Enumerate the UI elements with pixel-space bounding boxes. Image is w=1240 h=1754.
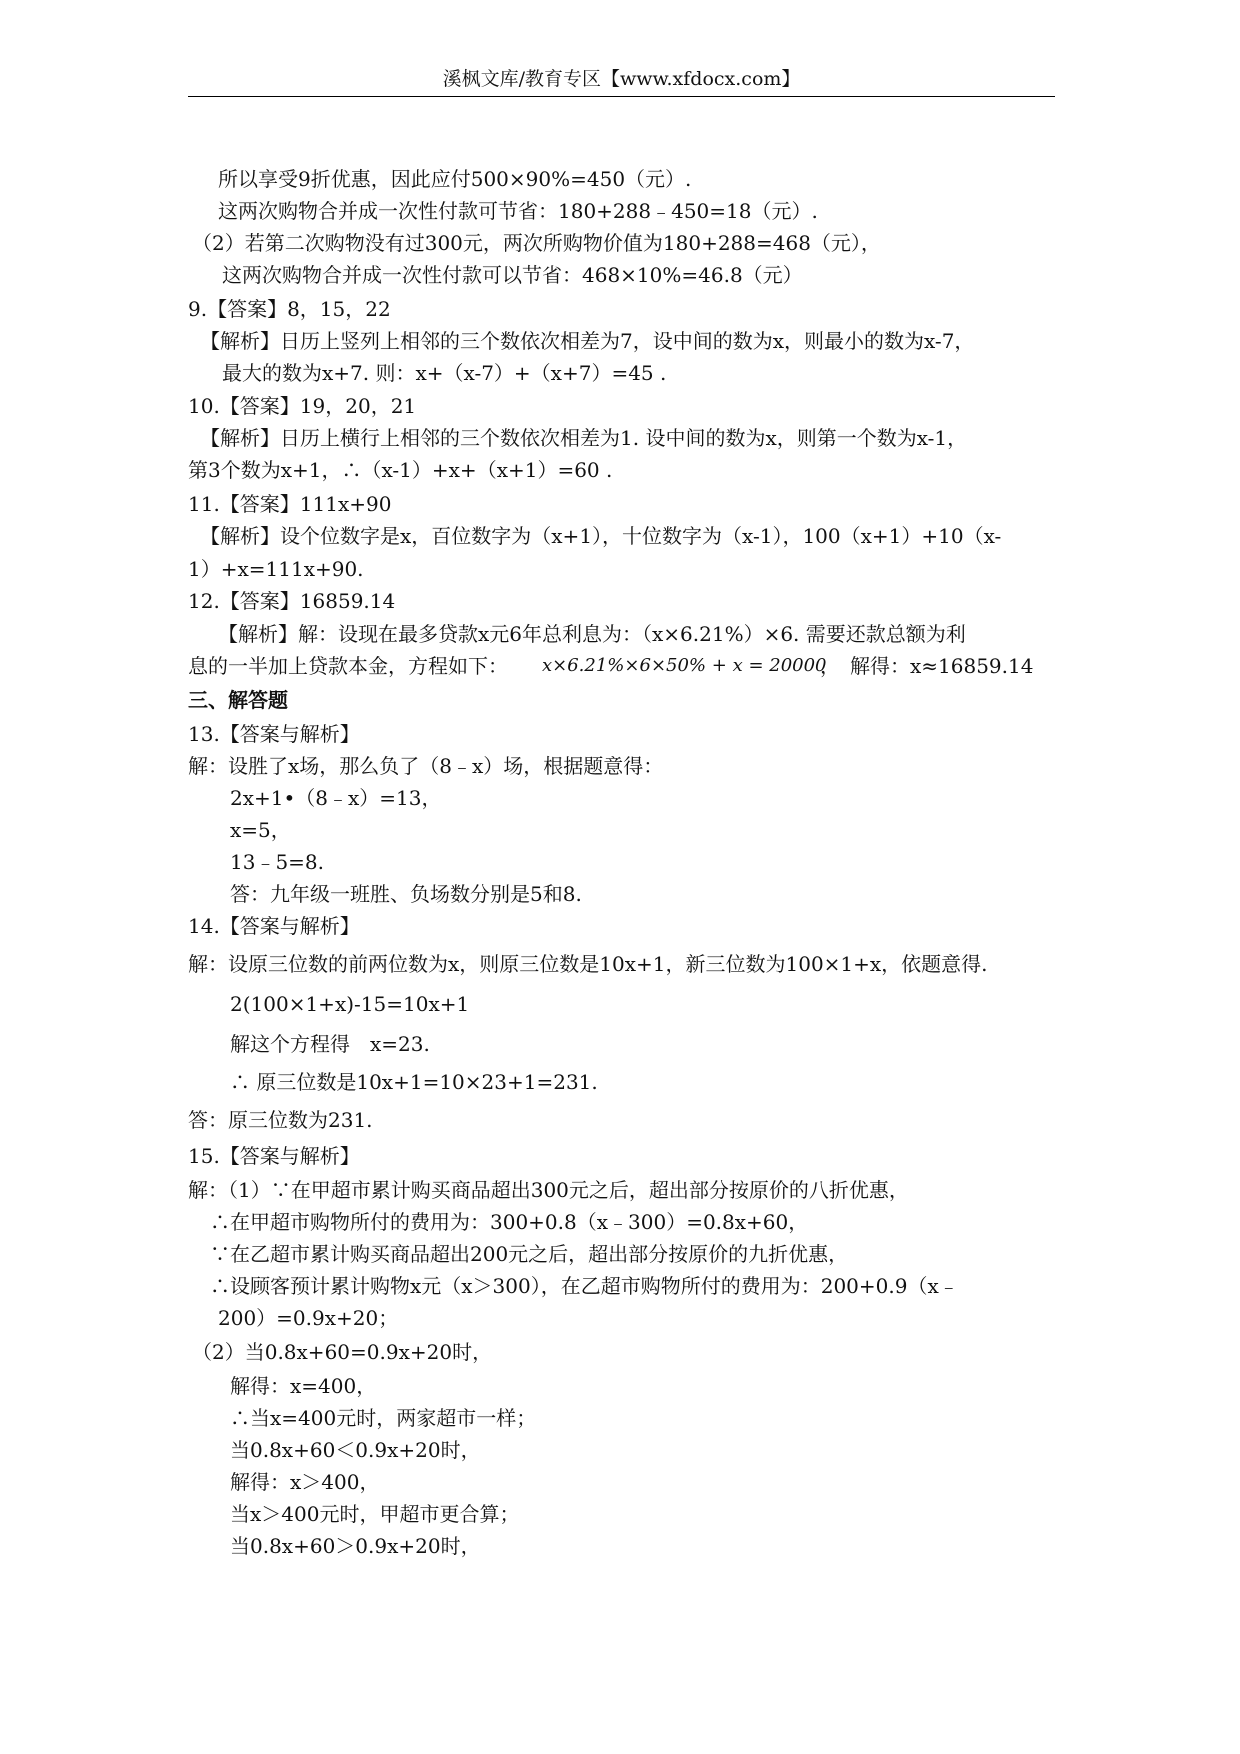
text-line: 2x+1•（8﹣x）=13，	[230, 786, 442, 810]
answer-15-heading: 15.【答案与解析】	[188, 1144, 360, 1168]
text-line: 1）+x=111x+90.	[188, 557, 364, 581]
text-line: 答：九年级一班胜、负场数分别是5和8.	[230, 882, 582, 906]
text-line: 当0.8x+60＜0.9x+20时，	[230, 1438, 481, 1462]
text-line: 13﹣5=8.	[230, 850, 325, 874]
text-line: 解：设原三位数的前两位数为x，则原三位数是10x+1，新三位数为100×1+x，依题意得.	[188, 952, 988, 976]
answer-14-heading: 14.【答案与解析】	[188, 914, 360, 938]
text-line: 所以享受9折优惠，因此应付500×90%=450（元）.	[218, 167, 692, 191]
header-divider	[188, 96, 1055, 97]
text-line: 解：设胜了x场，那么负了（8﹣x）场，根据题意得：	[188, 754, 664, 778]
text-line: 息的一半加上贷款本金，方程如下：	[188, 654, 508, 678]
text-line: ∴在甲超市购物所付的费用为：300+0.8（x﹣300）=0.8x+60，	[210, 1210, 809, 1234]
text-line: x=5，	[230, 818, 291, 842]
text-line: 解：（1）∵在甲超市累计购买商品超出300元之后，超出部分按原价的八折优惠，	[188, 1178, 909, 1202]
text-line: 200）=0.9x+20；	[218, 1306, 399, 1330]
text-line: 2(100×1+x)-15=10x+1	[230, 992, 470, 1016]
section-heading: 三、解答题	[188, 688, 288, 712]
text-line: ∵在乙超市累计购买商品超出200元之后，超出部分按原价的九折优惠，	[210, 1242, 849, 1266]
text-line: 当0.8x+60＞0.9x+20时，	[230, 1534, 481, 1558]
answer-9: 9.【答案】8，15，22	[188, 297, 391, 321]
text-line: 解这个方程得 x=23.	[230, 1032, 430, 1056]
analysis-9: 【解析】日历上竖列上相邻的三个数依次相差为7，设中间的数为x，则最小的数为x-7，	[200, 329, 975, 353]
analysis-11: 【解析】设个位数字是x，百位数字为（x+1），十位数字为（x-1），100（x+1）+10（x-	[200, 524, 1002, 548]
analysis-10: 【解析】日历上横行上相邻的三个数依次相差为1. 设中间的数为x，则第一个数为x-1，	[200, 426, 968, 450]
answer-12: 12.【答案】16859.14	[188, 589, 396, 613]
text-line: （2）若第二次购物没有过300元，两次所购物价值为180+288=468（元），	[192, 231, 881, 255]
text-line: 解得：x=400，	[230, 1374, 377, 1398]
page-header: 溪枫文库/教育专区【www.xfdocx.com】	[442, 68, 801, 90]
text-line: 最大的数为x+7. 则：x+（x-7）+（x+7）=45 .	[222, 361, 667, 385]
text-line: 这两次购物合并成一次性付款可以节省：468×10%=46.8（元）	[222, 263, 803, 287]
text-line: 当x＞400元时，甲超市更合算；	[230, 1502, 520, 1526]
text-line: （2）当0.8x+60=0.9x+20时，	[192, 1340, 493, 1364]
text-line: 解得：x＞400，	[230, 1470, 380, 1494]
text-line: ∴ 原三位数是10x+1=10×23+1=231.	[230, 1070, 598, 1094]
answer-13-heading: 13.【答案与解析】	[188, 722, 360, 746]
text-line: 这两次购物合并成一次性付款可节省：180+288﹣450=18（元）.	[218, 199, 818, 223]
analysis-12: 【解析】解：设现在最多贷款x元6年总利息为：（x×6.21%）×6. 需要还款总额为利	[218, 622, 966, 646]
text-line: 第3个数为x+1，∴（x-1）+x+（x+1）=60 .	[188, 458, 613, 482]
equation: x×6.21%×6×50% + x = 20000	[542, 655, 827, 676]
answer-11: 11.【答案】111x+90	[188, 492, 392, 516]
text-line: ∴设顾客预计累计购物x元（x＞300），在乙超市购物所付的费用为：200+0.9（x﹣	[210, 1274, 959, 1298]
answer-10: 10.【答案】19，20，21	[188, 394, 417, 418]
text-line: ∴当x=400元时，两家超市一样；	[230, 1406, 537, 1430]
text-line: ， 解得：x≈16859.14	[820, 654, 1034, 678]
text-line: 答：原三位数为231.	[188, 1108, 373, 1132]
